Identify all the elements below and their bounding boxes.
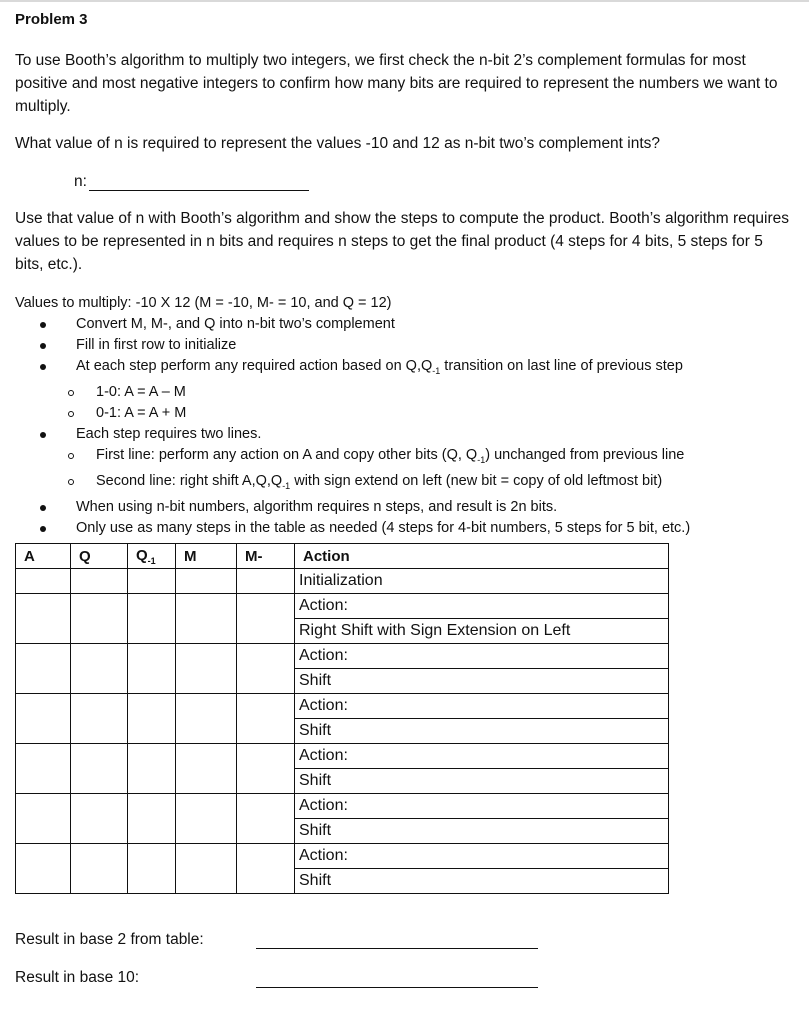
cell-action [295,644,669,694]
bullet-circle-icon [68,453,74,459]
problem-title: Problem 3 [15,11,88,28]
cell-a[interactable] [16,594,71,644]
bullet-item: Each step requires two lines. First line: perform any action on A and copy other bits (Q, $Q_{-1}$) unchanged from previous line Second line: right shift $A,Q,Q_{-1}$ with sign extend on left (new bit = copy of old leftmost bit) [36,424,796,497]
bullet-circle-icon [68,411,74,417]
result-base10-label: Result in base 10: [15,969,140,986]
cell-action [295,794,669,844]
result-base10-blank[interactable] [256,986,538,988]
cell-a[interactable] [16,694,71,744]
table-row [16,744,669,794]
bullet-circle-icon [68,479,74,485]
sub-bullet-item: Second line: right shift $A,Q,Q_{-1}$ with sign extend on left (new bit = copy of old leftmost bit) [36,471,796,497]
table-row [16,794,669,844]
cell-a[interactable] [16,569,71,594]
cell-q[interactable] [71,744,128,794]
bullet-dot-icon [40,432,46,438]
table-row-init [16,569,669,594]
cell-q-minus-1[interactable] [128,744,176,794]
action-label: Action: [295,794,668,819]
shift-label: Shift [299,672,332,689]
cell-a[interactable] [16,844,71,894]
cell-q[interactable] [71,569,128,594]
result-base2-blank[interactable] [256,947,538,949]
values-line: Values to multiply: -10 X 12 (M = -10, M- = 10, and Q = 12) [15,295,392,311]
shift-label: Shift [299,822,332,839]
bullet-item: Only use as many steps in the table as needed (4 steps for 4-bit numbers, 5 steps for 5 bit, etc.) [36,518,796,539]
table-row [16,594,669,644]
cell-m[interactable] [176,844,237,894]
table-header-row [16,544,669,569]
sub-bullet-item: 0-1: A = A + M [36,403,796,424]
cell-m-minus[interactable] [237,644,295,694]
cell-q[interactable] [71,794,128,844]
cell-q-minus-1[interactable] [128,644,176,694]
shift-label: Shift [299,722,332,739]
action-label: Action: [295,594,668,619]
action-label: Action: [295,644,668,669]
intro-paragraph: To use Booth’s algorithm to multiply two integers, we first check the n-bit 2’s complement formulas for most positive and most negative integers to confirm how many bits are required to represent the numbers we want to multiply. [15,52,778,115]
bullet-dot-icon [40,505,46,511]
cell-m[interactable] [176,694,237,744]
header-m: M [176,544,237,569]
cell-m[interactable] [176,569,237,594]
table-row [16,644,669,694]
cell-q[interactable] [71,844,128,894]
cell-q-minus-1[interactable] [128,569,176,594]
cell-q-minus-1[interactable] [128,794,176,844]
booth-table [15,543,669,894]
header-q-minus-1: $Q_{-1}$ [128,544,176,569]
cell-q[interactable] [71,644,128,694]
cell-action [295,744,669,794]
cell-m[interactable] [176,594,237,644]
table-row [16,844,669,894]
cell-q-minus-1[interactable] [128,594,176,644]
cell-m-minus[interactable] [237,744,295,794]
sub-list [36,445,796,497]
bullet-item: Fill in first row to initialize [36,335,796,356]
bullet-dot-icon [40,364,46,370]
shift-label: Shift [299,772,332,789]
header-action: Action [295,544,669,569]
bullet-dot-icon [40,343,46,349]
cell-m[interactable] [176,794,237,844]
init-label: Initialization [299,572,383,589]
cell-m[interactable] [176,744,237,794]
shift-label: Shift [299,872,332,889]
header-q: Q [71,544,128,569]
cell-q[interactable] [71,694,128,744]
cell-a[interactable] [16,744,71,794]
cell-q-minus-1[interactable] [128,694,176,744]
n-answer-line [74,173,309,191]
question-text: What value of n is required to represent the values -10 and 12 as n-bit two’s complement ints? [15,135,661,152]
n-label: n: [74,173,87,190]
bullet-circle-icon [68,390,74,396]
cell-q[interactable] [71,594,128,644]
cell-q-minus-1[interactable] [128,844,176,894]
action-label: Action: [295,844,668,869]
header-a: A [16,544,71,569]
bullet-item: At each step perform any required action based on $Q,Q_{-1}$ transition on last line of previous step 1-0: A = A – M 0-1: A = A + M [36,356,796,424]
instructions-paragraph: Use that value of n with Booth’s algorithm and show the steps to compute the product. Booth’s algorithm requires values to be represented in n bits and requires n steps to get the final product (4 steps for 4 bits, 5 steps for 5 bits, etc.). [15,210,790,273]
sub-bullet-item: First line: perform any action on A and copy other bits (Q, $Q_{-1}$) unchanged from previous line [36,445,796,471]
cell-action [295,569,669,594]
cell-action [295,844,669,894]
action-label: Action: [295,744,668,769]
bullet-dot-icon [40,526,46,532]
n-answer-blank[interactable] [89,176,309,191]
table-row [16,694,669,744]
instruction-list [36,314,796,539]
header-m-minus: M- [237,544,295,569]
cell-m[interactable] [176,644,237,694]
action-label: Action: [295,694,668,719]
result-base2-label: Result in base 2 from table: [15,931,204,948]
cell-m-minus[interactable] [237,844,295,894]
top-divider [0,0,809,2]
cell-m-minus[interactable] [237,569,295,594]
sub-bullet-item: 1-0: A = A – M [36,382,796,403]
cell-m-minus[interactable] [237,794,295,844]
cell-m-minus[interactable] [237,694,295,744]
bullet-dot-icon [40,322,46,328]
shift-label: Right Shift with Sign Extension on Left [299,622,571,639]
cell-action [295,694,669,744]
cell-action [295,594,669,644]
cell-a[interactable] [16,644,71,694]
bullet-item: When using n-bit numbers, algorithm requires n steps, and result is 2n bits. [36,497,796,518]
sub-list [36,382,796,424]
bullet-item: Convert M, M-, and Q into n-bit two’s complement [36,314,796,335]
cell-a[interactable] [16,794,71,844]
cell-m-minus[interactable] [237,594,295,644]
